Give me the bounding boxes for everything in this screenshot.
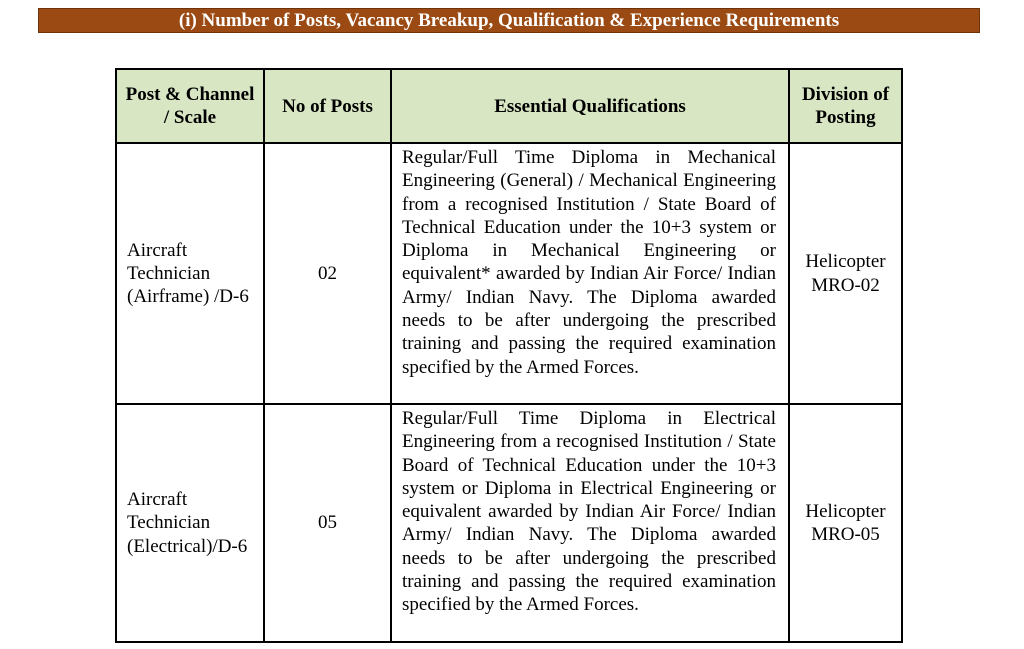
division-cell: Helicopter MRO-02 xyxy=(789,143,902,404)
header-essential-qualifications: Essential Qualifications xyxy=(391,69,789,143)
table-header-row xyxy=(116,69,902,143)
posts-table xyxy=(115,68,903,643)
no-of-posts-cell: 02 xyxy=(264,143,391,404)
post-cell: Aircraft Technician (Electrical)/D-6 xyxy=(116,404,264,642)
no-of-posts-cell: 05 xyxy=(264,404,391,642)
header-division-of-posting: Division of Posting xyxy=(789,69,902,143)
header-no-of-posts: No of Posts xyxy=(264,69,391,143)
division-cell: Helicopter MRO-05 xyxy=(789,404,902,642)
table-row xyxy=(116,143,902,404)
section-title: (i) Number of Posts, Vacancy Breakup, Qualification & Experience Requirements xyxy=(38,8,980,33)
table-row xyxy=(116,404,902,642)
header-post-channel-scale: Post & Channel / Scale xyxy=(116,69,264,143)
qualification-cell: Regular/Full Time Diploma in Electrical Engineering from a recognised Institution / State Board of Technical Education under the 10+3 system or Diploma in Electrical Engineering or equivalent awarded by Indian Air Force/ Indian Army/ Indian Navy. The Diploma awarded needs to be after undergoing the prescribed training and passing the required examination specified by the Armed Forces. xyxy=(391,404,789,642)
post-cell: Aircraft Technician (Airframe) /D-6 xyxy=(116,143,264,404)
qualification-cell: Regular/Full Time Diploma in Mechanical Engineering (General) / Mechanical Engineering from a recognised Institution / State Board of Technical Education under the 10+3 system or Diploma in Mechanical Engineering or equivalent* awarded by Indian Air Force/ Indian Army/ Indian Navy. The Diploma awarded needs to be after undergoing the prescribed training and passing the required examination specified by the Armed Forces. xyxy=(391,143,789,404)
